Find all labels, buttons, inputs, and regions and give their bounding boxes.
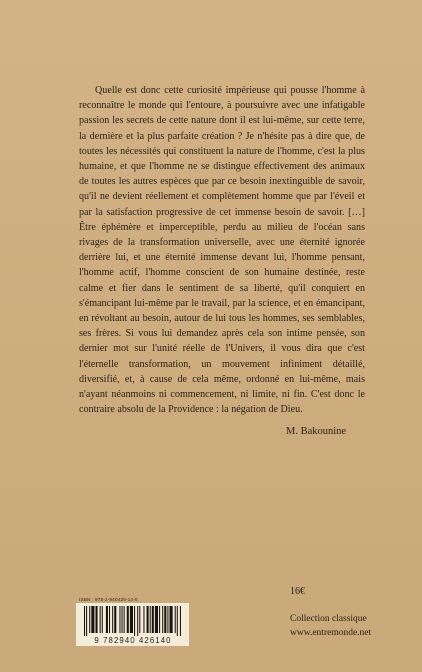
quote-text: Quelle est donc cette curiosité impérieuse qui pousse l'homme à reconnaître le monde qui l'entoure, à poursuivre avec une infatigable passion les secrets de cette nature dont il est lui-même, sur cette terre, la dernière et la plus parfaite création ? Je n'hésite pas à dire que, de toutes les nécessités qui constituent la nature de l'homme, c'est la plus humaine, et que l'homme ne se distingue effectivement des animaux de toutes les autres espèces que par ce besoin inextinguible de savoir, qu'il ne devient réellement et complètement homme que par l'éveil et par la satisfaction progressive de cet immense besoin de savoir. […] Être éphémère et imperceptible, perdu au milieu de l'océan sans rivages de la transformation universelle, avec une éternité ignorée derrière lui, et une éternité immense devant lui, l'homme pensant, l'homme actif, l'homme conscient de son humaine destinée, reste calme et fier dans le sentiment de sa liberté, qu'il conquiert en s'émancipant lui-même par le travail, par la science, et en émancipant, en révoltant au besoin, autour de lui tous les hommes, ses semblables, ses frères. Si vous lui demandez après cela son intime pensée, son dernier mot sur l'unité réelle de l'Univers, il vous dira que c'est l'éternelle transformation, un mouvement infiniment détaillé, diversifié, et, à cause de cela même, ordonné en lui-même, mais n'ayant néanmoins ni commencement, ni limite, ni fin. C'est donc le contraire absolu de la Providence : la négation de Dieu.	[79, 85, 365, 416]
isbn-label: ISBN : 978-2-940426-14-0	[79, 597, 138, 602]
price: 16€	[290, 586, 305, 597]
publisher-website: www.entremonde.net	[290, 628, 372, 638]
author-name: M. Bakounine	[286, 426, 347, 437]
barcode-bars	[84, 606, 182, 636]
barcode	[76, 603, 189, 646]
barcode-digits: 9 782940 426140	[94, 636, 172, 645]
collection-name: Collection classique	[290, 614, 367, 624]
